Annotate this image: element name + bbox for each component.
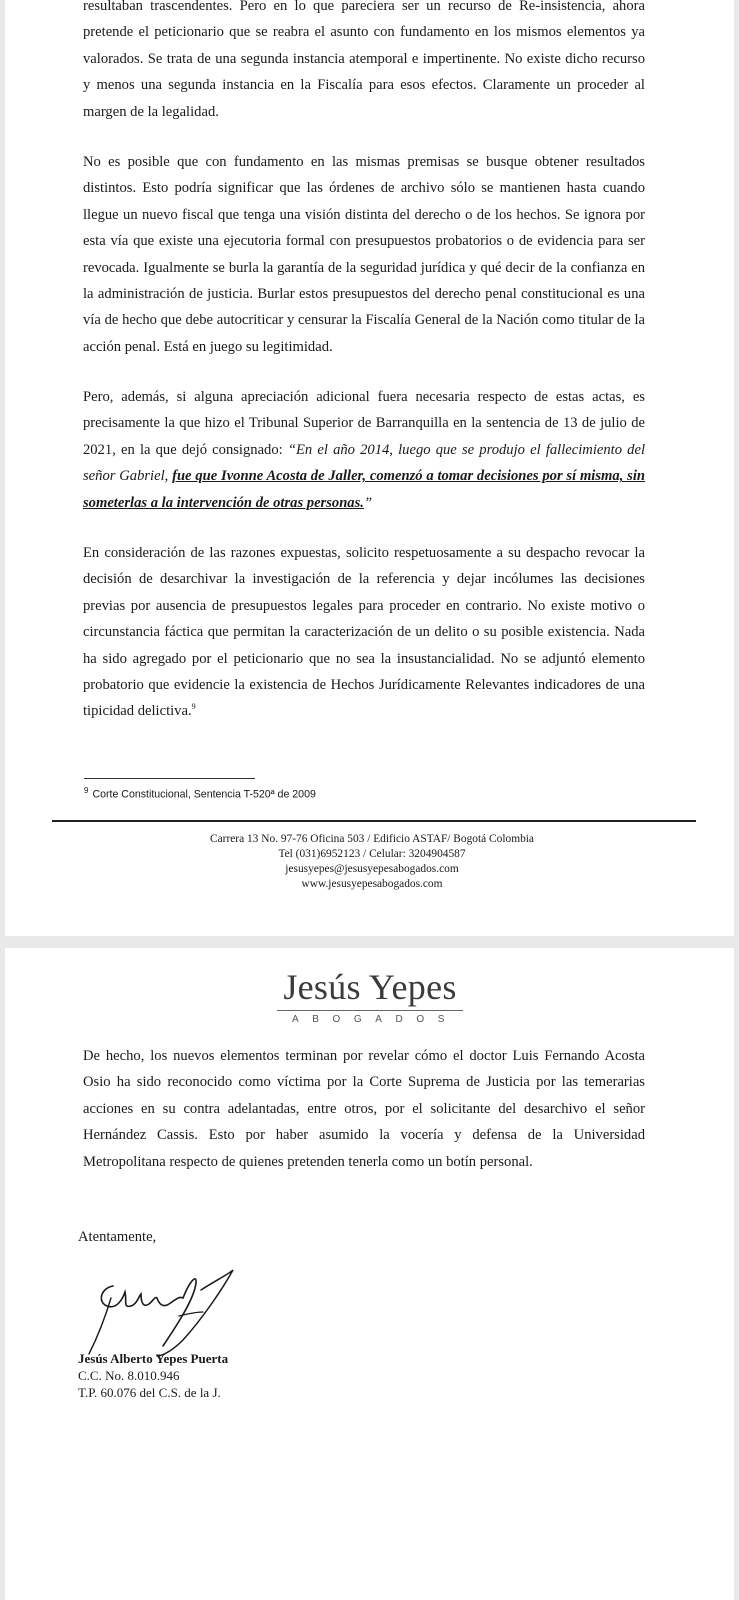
footnote-divider xyxy=(84,778,255,779)
paragraph-consideracion xyxy=(83,540,645,725)
footnote-mark: 9 xyxy=(84,786,89,795)
firm-logo xyxy=(277,967,463,1026)
paragraph-reinsistencia: resultaban trascendentes. Pero en lo que pareciera ser un recurso de Re-insistencia, ahora pretende el peticionario que se reabra el asunto con fundamento en los mismos elementos ya valorados. Se trata de una segunda instancia atemporal e impertinente. No existe dicho recurso y menos una segunda instancia en la Fiscalía para esos efectos. Claramente un proceder al margen de la legalidad. xyxy=(83,0,645,120)
logo-subtitle: ABOGADOS xyxy=(291,1014,459,1025)
paragraph-tribunal-barranquilla xyxy=(83,384,645,516)
footnote-text: Corte Constitucional, Sentencia T-520ª de 2009 xyxy=(92,788,316,801)
paragraph-mismas-premisas: No es posible que con fundamento en las mismas premisas se busque obtener resultados distintos. Esto podría significar que las órdenes de archivo sólo se mantienen hasta cuando llegue un nuevo fiscal que tenga una visión distinta del derecho o de los hechos. Se ignora por esta vía que existe una ejecutoria formal con presupuestos probatorios o de evidencia para ser revocada. Igualmente se burla la garantía de la seguridad jurídica y qué decir de la confianza en la administración de justicia. Burlar estos presupuestos del derecho penal constitucional es una vía de hecho que debe autocriticar y censurar la Fiscalía General de la Nación como titular de la acción penal. Está en juego su legitimidad. xyxy=(83,154,645,355)
logo-name: Jesús Yepes xyxy=(283,967,457,1007)
signature-block xyxy=(78,1350,228,1401)
footnote xyxy=(84,786,316,801)
footer-email: jesusyepes@jesusyepesabogados.com xyxy=(285,863,459,875)
footer-divider xyxy=(52,820,696,822)
logo-divider xyxy=(277,1010,463,1011)
signer-name: Jesús Alberto Yepes Puerta xyxy=(78,1351,229,1366)
signer-professional-card: T.P. 60.076 del C.S. de la J. xyxy=(78,1385,221,1400)
paragraph-text: Pero, además, si alguna apreciación adicional fuera necesaria respecto de estas actas, es precisamente la que hizo el Tribunal Superior de Barranquilla en la sentencia de 13 de julio de 2021, en la que dejó consignado: xyxy=(83,389,645,458)
footer-phone: Tel (031)6952123 / Celular: 3204904587 xyxy=(278,848,466,860)
quote-close: ” xyxy=(363,494,373,511)
document-page-2 xyxy=(5,948,734,1600)
footer-website: www.jesusyepesabogados.com xyxy=(301,878,443,890)
footer-address: Carrera 13 No. 97-76 Oficina 503 / Edificio ASTAF/ Bogotá Colombia xyxy=(210,833,534,845)
quote-italic: “En el año 2014, luego que se produjo el fallecimiento del señor Gabriel, xyxy=(83,441,645,485)
footnote-reference: 9 xyxy=(191,702,196,712)
closing-salutation: Atentamente, xyxy=(78,1229,157,1245)
document-page-1 xyxy=(5,0,734,936)
paragraph-text: En consideración de las razones expuestas, solicito respetuosamente a su despacho revocar la decisión de desarchivar la investigación de la referencia y dejar incólumes las decisiones previas por ausencia de presupuestos legales para proceder en contrario. No existe motivo o circunstancia fáctica que permitan la caracterización de un delito o su posible existencia. Nada ha sido agregado por el peticionario que no sea la insustancialidad. No se adjuntó elemento probatorio que evidencie la existencia de Hechos Jurídicamente Relevantes indicadores de una tipicidad delictiva. xyxy=(83,545,645,720)
handwritten-signature xyxy=(83,1268,243,1358)
signer-id: C.C. No. 8.010.946 xyxy=(78,1368,180,1383)
page-footer xyxy=(155,832,589,892)
quote-underlined: fue que Ivonne Acosta de Jaller, comenzó a tomar decisiones por sí misma, sin someterlas a la intervención de otras personas. xyxy=(83,468,645,511)
paragraph-nuevos-elementos: De hecho, los nuevos elementos terminan por revelar cómo el doctor Luis Fernando Acosta Osio ha sido reconocido como víctima por la Corte Suprema de Justicia por las temerarias acciones en su contra adelantadas, entre otros, por el solicitante del desarchivo el señor Hernández Cassis. Esto por haber asumido la vocería y defensa de la Universidad Metropolitana respecto de quienes pretenden tenerla como un botín personal. xyxy=(83,1048,645,1170)
